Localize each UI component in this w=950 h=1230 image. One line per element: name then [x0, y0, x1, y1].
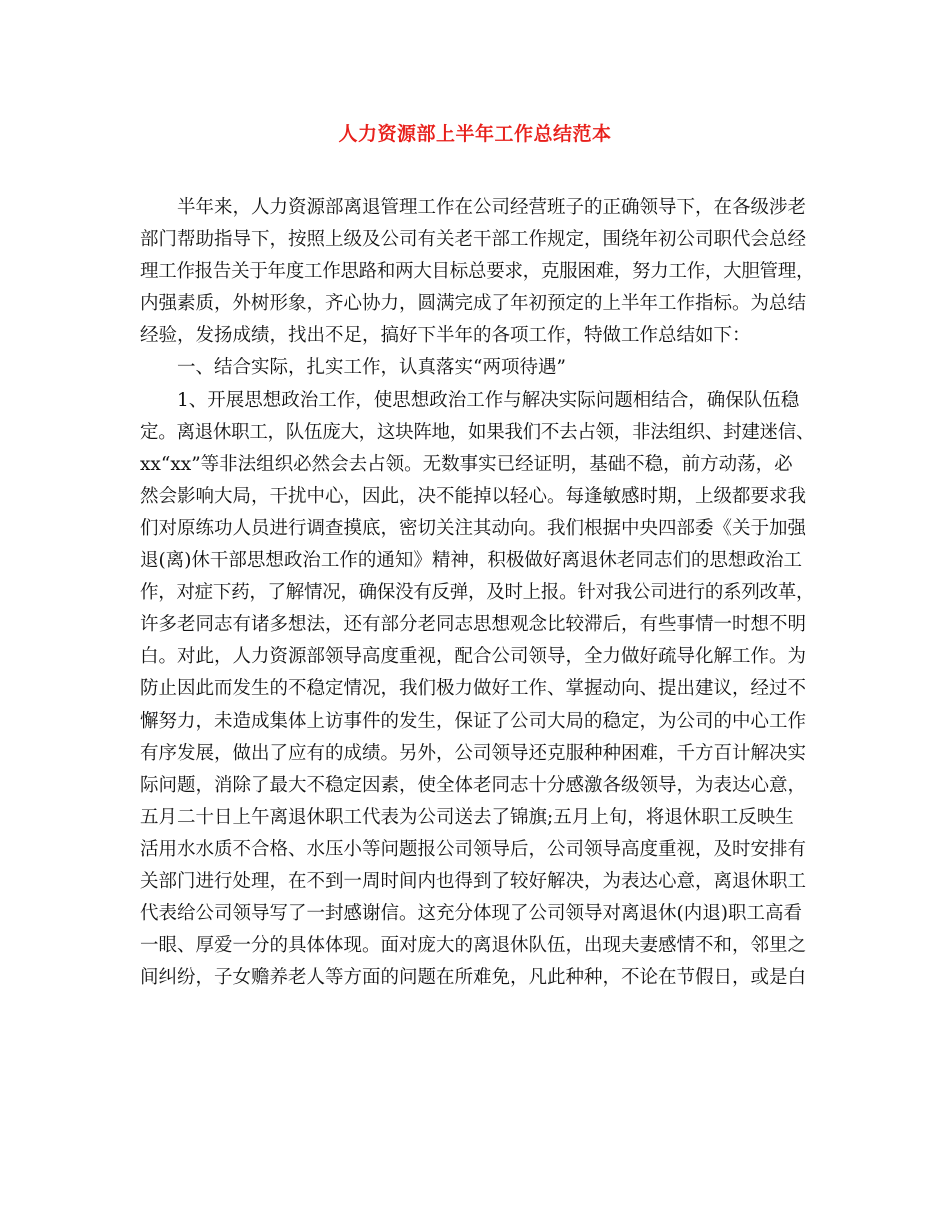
- paragraph-line: 1、开展思想政治工作，使思想政治工作与解决实际问题相结合，确保队伍稳: [177, 389, 800, 411]
- paragraph-line: xx“xx”等非法组织必然会去占领。无数事实已经证明，基础不稳，前方动荡，必: [140, 453, 793, 475]
- paragraph-line: 懈努力，未造成集体上访事件的发生，保证了公司大局的稳定，为公司的中心工作: [140, 710, 807, 732]
- paragraph-line: 们对原练功人员进行调查摸底，密切关注其动向。我们根据中央四部委《关于加强: [140, 517, 807, 539]
- paragraph-line: 经验，发扬成绩，找出不足，搞好下半年的各项工作，特做工作总结如下：: [140, 325, 751, 347]
- paragraph-line: 退(离)休干部思想政治工作的通知》精神，积极做好离退休老同志们的思想政治工: [140, 550, 802, 572]
- paragraph-line: 防止因此而发生的不稳定情况，我们极力做好工作、掌握动向、提出建议，经过不: [140, 678, 807, 700]
- paragraph-line: 间纠纷，子女赡养老人等方面的问题在所难免，凡此种种，不论在节假日，或是白: [140, 967, 807, 989]
- paragraph-line: 五月二十日上午离退休职工代表为公司送去了锦旗;五月上旬，将退休职工反映生: [140, 806, 794, 828]
- paragraph-line: 活用水水质不合格、水压小等问题报公司领导后，公司领导高度重视，及时安排有: [140, 838, 807, 860]
- paragraph-line: 然会影响大局，干扰中心，因此，决不能掉以轻心。每逢敏感时期，上级都要求我: [140, 485, 807, 507]
- paragraph-line: 白。对此，人力资源部领导高度重视，配合公司领导，全力做好疏导化解工作。为: [140, 646, 807, 668]
- document-title: 人力资源部上半年工作总结范本: [338, 123, 612, 145]
- paragraph-line: 部门帮助指导下，按照上级及公司有关老干部工作规定，围绕年初公司职代会总经: [140, 229, 807, 251]
- paragraph-line: 定。离退休职工，队伍庞大，这块阵地，如果我们不去占领，非法组织、封建迷信、: [140, 421, 815, 443]
- paragraph-line: 理工作报告关于年度工作思路和两大目标总要求，克服困难，努力工作，大胆管理，: [140, 261, 815, 283]
- section-heading: 一、结合实际，扎实工作，认真落实“两项待遇”: [177, 357, 566, 379]
- paragraph-line: 关部门进行处理，在不到一周时间内也得到了较好解决，为表达心意，离退休职工: [140, 870, 807, 892]
- paragraph-line: 际问题，消除了最大不稳定因素，使全体老同志十分感激各级领导，为表达心意，: [140, 774, 807, 796]
- paragraph-line: 作，对症下药，了解情况，确保没有反弹，及时上报。针对我公司进行的系列改革，: [140, 582, 815, 604]
- paragraph-line: 有序发展，做出了应有的成绩。另外，公司领导还克服种种困难，千方百计解决实: [140, 742, 807, 764]
- paragraph-line: 一眼、厚爱一分的具体体现。面对庞大的离退休队伍，出现夫妻感情不和，邻里之: [140, 935, 807, 957]
- paragraph-line: 代表给公司领导写了一封感谢信。这充分体现了公司领导对离退休(内退)职工高看: [140, 903, 802, 925]
- paragraph-line: 许多老同志有诸多想法，还有部分老同志思想观念比较滞后，有些事情一时想不明: [140, 614, 807, 636]
- paragraph-line: 内强素质，外树形象，齐心协力，圆满完成了年初预定的上半年工作指标。为总结: [140, 293, 807, 315]
- paragraph-line: 半年来，人力资源部离退管理工作在公司经营班子的正确领导下，在各级涉老: [177, 197, 807, 218]
- document-body: [140, 192, 815, 994]
